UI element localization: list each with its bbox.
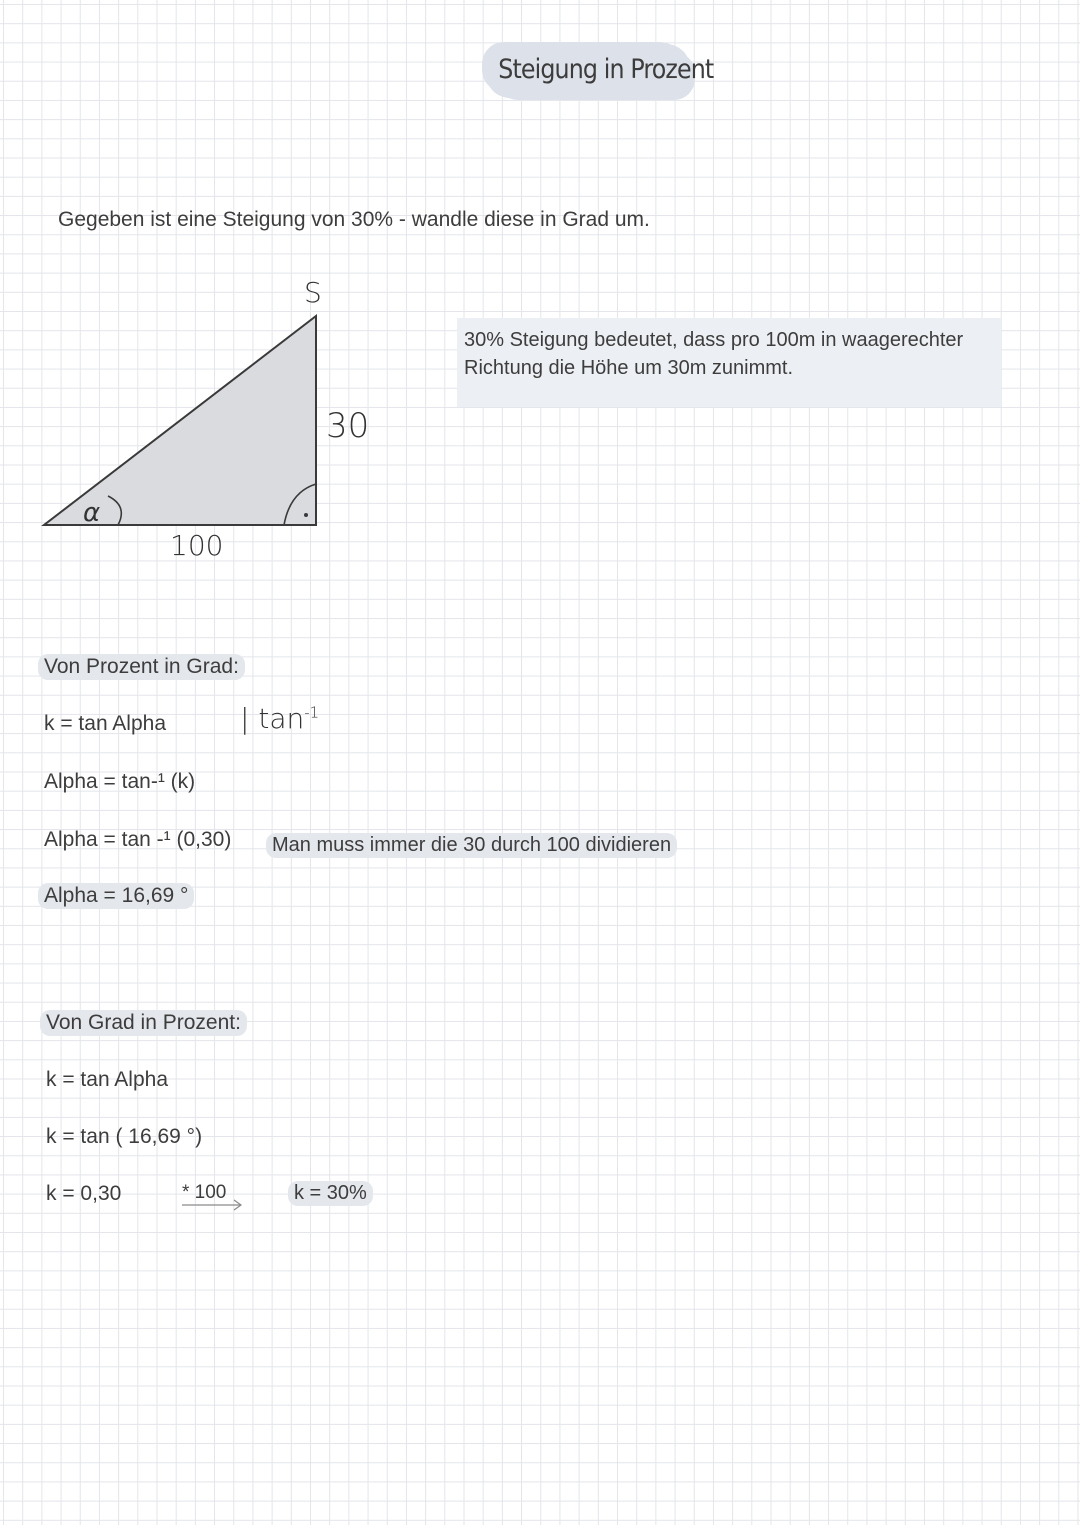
explanation-text: 30% Steigung bedeutet, dass pro 100m in waagerechter Richtung die Höhe um 30m zunimmt. <box>464 329 964 379</box>
result-text: Alpha = 16,69 ° <box>38 883 194 909</box>
equation-line: k = tan Alpha <box>46 1068 169 1091</box>
result-alpha <box>38 884 194 908</box>
task-statement: Gegeben ist eine Steigung von 30% - wandle diese in Grad um. <box>58 208 650 231</box>
explanation-box <box>457 318 1001 407</box>
arrow-icon <box>180 1198 246 1212</box>
equation-line: Alpha = tan -¹ (0,30) <box>44 828 232 851</box>
division-hint <box>266 834 677 857</box>
top-vertex-label: S <box>304 276 322 309</box>
hint-text: Man muss immer die 30 durch 100 dividieren <box>266 833 677 858</box>
equation-line: k = tan Alpha <box>44 712 167 735</box>
operation-text: | tan <box>240 702 305 735</box>
equation-line: k = 0,30 <box>46 1182 122 1205</box>
equation-line: Alpha = tan-¹ (k) <box>44 770 196 793</box>
section-heading-percent-to-degree <box>38 655 245 679</box>
operation-exponent: -1 <box>304 703 320 722</box>
section-heading-degree-to-percent <box>40 1011 247 1035</box>
side-length-label: 30 <box>326 406 370 446</box>
equation-line: k = tan ( 16,69 °) <box>46 1125 203 1148</box>
operation-annotation <box>240 702 319 735</box>
result-text: k = 30% <box>288 1181 373 1206</box>
angle-label-alpha: α <box>83 498 101 528</box>
triangle-shape <box>44 316 316 525</box>
title-text: Steigung in Prozent <box>498 54 714 85</box>
page-title <box>486 44 714 98</box>
right-angle-dot <box>304 513 308 517</box>
heading-text: Von Grad in Prozent: <box>40 1010 247 1036</box>
multiply-annotation: * 100 <box>182 1182 227 1203</box>
base-length-label: 100 <box>170 529 224 562</box>
heading-text: Von Prozent in Grad: <box>38 654 245 680</box>
triangle-diagram <box>0 270 420 570</box>
result-k <box>288 1182 373 1205</box>
